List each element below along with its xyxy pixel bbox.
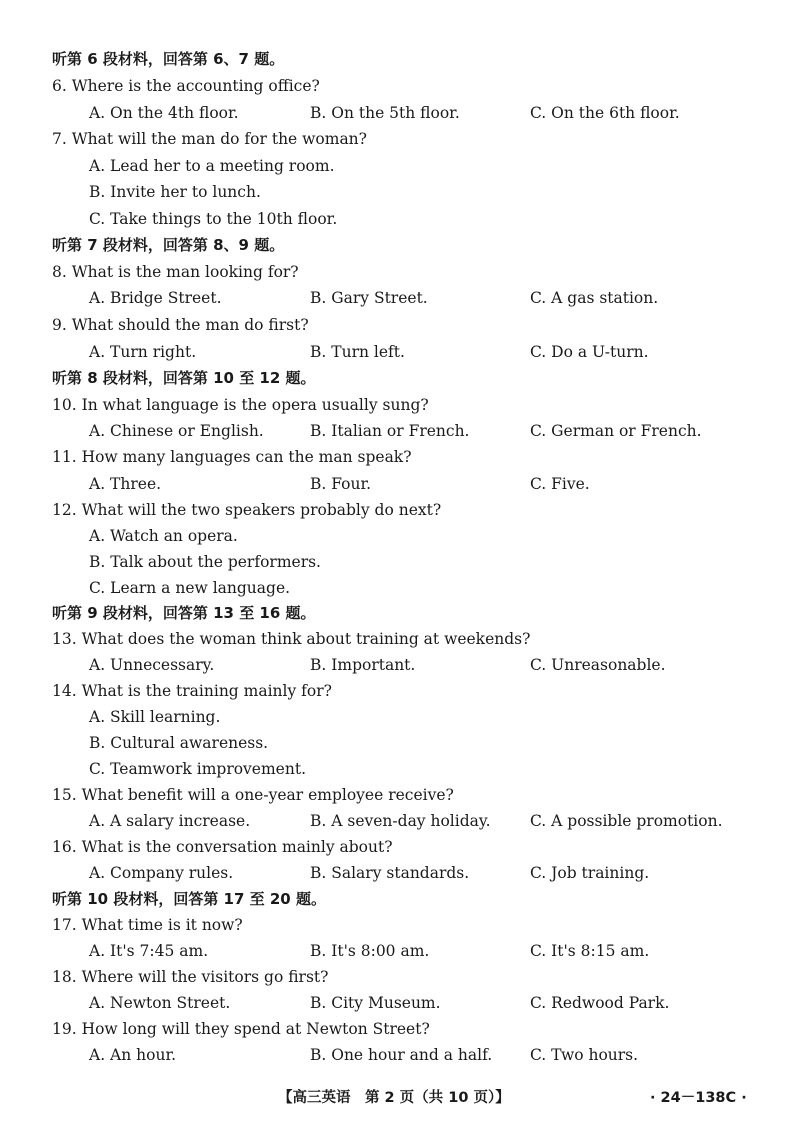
exam-code: · 24－138C · <box>650 1090 747 1106</box>
question-8: 8. What is the man looking for? <box>52 263 299 281</box>
question-6: 6. Where is the accounting office? <box>52 77 320 95</box>
option-7c: C. Take things to the 10th floor. <box>89 210 338 228</box>
option-9c: C. Do a U-turn. <box>530 343 649 361</box>
page-footer <box>0 1087 800 1109</box>
option-6a: A. On the 4th floor. <box>89 104 239 122</box>
options-row-9 <box>0 342 800 362</box>
option-19b: B. One hour and a half. <box>310 1046 493 1064</box>
option-18c: C. Redwood Park. <box>530 994 670 1012</box>
options-row-11 <box>0 474 800 494</box>
question-11: 11. How many languages can the man speak? <box>52 448 412 466</box>
options-row-16 <box>0 863 800 883</box>
options-row-10 <box>0 421 800 441</box>
option-13b: B. Important. <box>310 656 416 674</box>
options-row-13 <box>0 655 800 675</box>
question-7: 7. What will the man do for the woman? <box>52 130 367 148</box>
option-7b: B. Invite her to lunch. <box>89 183 261 201</box>
option-18a: A. Newton Street. <box>89 994 231 1012</box>
option-17c: C. It's 8:15 am. <box>530 942 650 960</box>
option-15c: C. A possible promotion. <box>530 812 723 830</box>
option-9b: B. Turn left. <box>310 343 405 361</box>
option-11a: A. Three. <box>89 475 162 493</box>
question-13: 13. What does the woman think about training at weekends? <box>52 630 531 648</box>
question-19: 19. How long will they spend at Newton Street? <box>52 1020 430 1038</box>
question-10: 10. In what language is the opera usually sung? <box>52 396 429 414</box>
question-17: 17. What time is it now? <box>52 916 243 934</box>
question-9: 9. What should the man do first? <box>52 316 309 334</box>
options-row-18 <box>0 993 800 1013</box>
option-12b: B. Talk about the performers. <box>89 553 321 571</box>
option-15b: B. A seven-day holiday. <box>310 812 491 830</box>
options-row-19 <box>0 1045 800 1065</box>
options-row-15 <box>0 811 800 831</box>
question-16: 16. What is the conversation mainly about? <box>52 838 393 856</box>
option-8a: A. Bridge Street. <box>89 289 222 307</box>
option-6c: C. On the 6th floor. <box>530 104 680 122</box>
question-14: 14. What is the training mainly for? <box>52 682 332 700</box>
option-11b: B. Four. <box>310 475 372 493</box>
option-17a: A. It's 7:45 am. <box>89 942 209 960</box>
option-13a: A. Unnecessary. <box>89 656 215 674</box>
section-heading-9: 听第 9 段材料，回答第 13 至 16 题。 <box>52 604 316 622</box>
options-row-17 <box>0 941 800 961</box>
options-row-8 <box>0 288 800 308</box>
option-15a: A. A salary increase. <box>89 812 251 830</box>
option-14b: B. Cultural awareness. <box>89 734 269 752</box>
page-number-label: 【高三英语 第 2 页（共 10 页）】 <box>278 1090 510 1106</box>
option-19a: A. An hour. <box>89 1046 177 1064</box>
option-11c: C. Five. <box>530 475 590 493</box>
section-heading-10: 听第 10 段材料，回答第 17 至 20 题。 <box>52 890 326 908</box>
option-16a: A. Company rules. <box>89 864 234 882</box>
option-17b: B. It's 8:00 am. <box>310 942 430 960</box>
option-8c: C. A gas station. <box>530 289 659 307</box>
option-12c: C. Learn a new language. <box>89 579 291 597</box>
question-12: 12. What will the two speakers probably do next? <box>52 501 442 519</box>
option-16c: C. Job training. <box>530 864 650 882</box>
option-6b: B. On the 5th floor. <box>310 104 460 122</box>
option-14a: A. Skill learning. <box>89 708 221 726</box>
option-7a: A. Lead her to a meeting room. <box>89 157 335 175</box>
option-12a: A. Watch an opera. <box>89 527 238 545</box>
option-9a: A. Turn right. <box>89 343 197 361</box>
option-16b: B. Salary standards. <box>310 864 470 882</box>
section-heading-7: 听第 7 段材料，回答第 8、9 题。 <box>52 236 285 254</box>
option-8b: B. Gary Street. <box>310 289 428 307</box>
section-heading-6: 听第 6 段材料，回答第 6、7 题。 <box>52 50 285 68</box>
question-18: 18. Where will the visitors go first? <box>52 968 329 986</box>
question-15: 15. What benefit will a one-year employee receive? <box>52 786 454 804</box>
option-13c: C. Unreasonable. <box>530 656 666 674</box>
option-14c: C. Teamwork improvement. <box>89 760 306 778</box>
options-row-6 <box>0 103 800 123</box>
option-10b: B. Italian or French. <box>310 422 470 440</box>
option-18b: B. City Museum. <box>310 994 441 1012</box>
option-19c: C. Two hours. <box>530 1046 639 1064</box>
option-10c: C. German or French. <box>530 422 702 440</box>
section-heading-8: 听第 8 段材料，回答第 10 至 12 题。 <box>52 369 316 387</box>
option-10a: A. Chinese or English. <box>89 422 264 440</box>
